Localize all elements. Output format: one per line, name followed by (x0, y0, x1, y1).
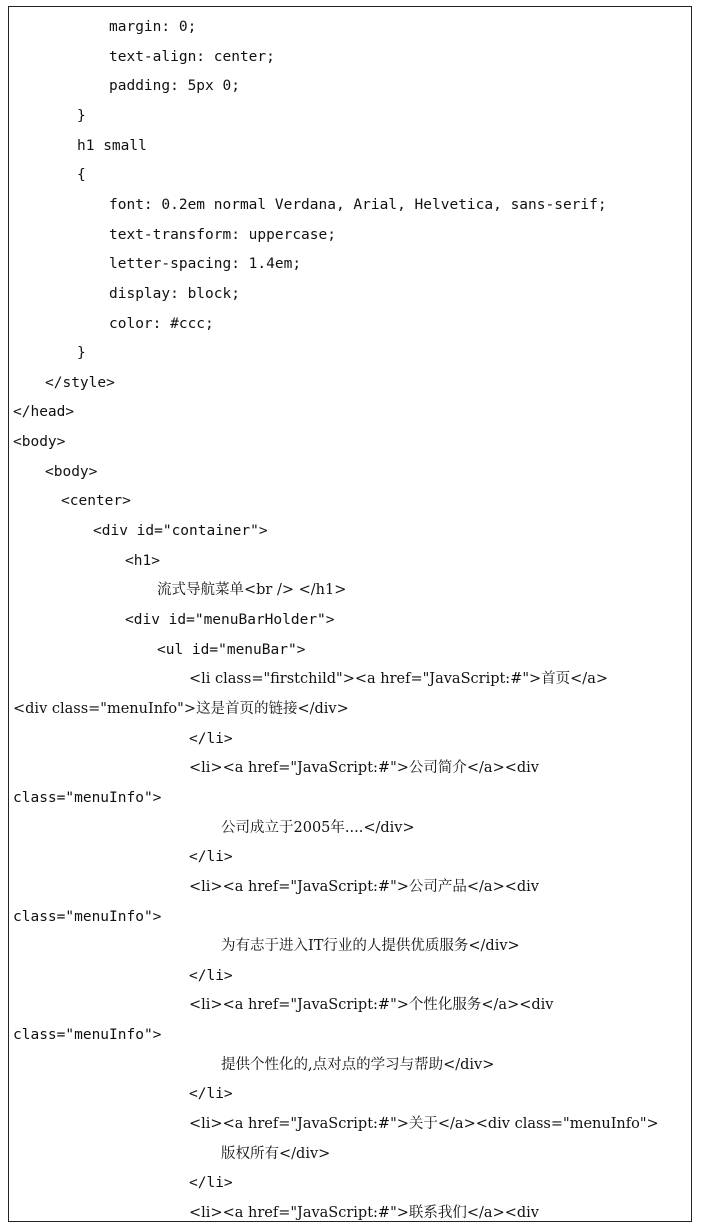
code-line: 提供个性化的,点对点的学习与帮助</div> (221, 1056, 495, 1073)
code-line: 公司成立于2005年....</div> (221, 819, 415, 836)
code-line: <ul id="menuBar"> (157, 641, 306, 658)
code-line: <div id="menuBarHolder"> (125, 612, 335, 628)
code-line: 版权所有</div> (221, 1145, 331, 1162)
code-line: padding: 5px 0; (109, 78, 240, 95)
code-line: { (77, 167, 86, 184)
code-line: </li> (189, 967, 233, 984)
code-line: <div id="container"> (93, 523, 268, 540)
code-line: </li> (189, 1175, 233, 1192)
code-line: color: #ccc; (109, 315, 214, 332)
code-line: <li class="firstchild"><a href="JavaScript:#">首页</a> (189, 671, 608, 688)
code-line: } (77, 345, 86, 362)
code-line: </li> (189, 1086, 233, 1103)
code-line: text-align: center; (109, 48, 275, 65)
code-line: letter-spacing: 1.4em; (109, 256, 302, 273)
code-line: <body> (45, 463, 98, 480)
code-line: text-transform: uppercase; (109, 226, 336, 243)
code-line: <div class="menuInfo">这是首页的链接</div> (13, 700, 349, 717)
code-line: <h1> (125, 552, 160, 569)
code-line: 为有志于进入IT行业的人提供优质服务</div> (221, 938, 520, 955)
code-line: <li><a href="JavaScript:#">关于</a><div class="menuInfo"> (189, 1116, 659, 1133)
code-line: margin: 0; (109, 19, 197, 35)
code-line: </head> (13, 404, 75, 421)
code-line: } (77, 107, 86, 124)
code-line: <li><a href="JavaScript:#">公司简介</a><div (189, 760, 539, 777)
code-line: 流式导航菜单<br /> </h1> (157, 582, 347, 599)
code-line: display: block; (109, 285, 240, 302)
code-line: </li> (189, 849, 233, 866)
code-line: <center> (61, 493, 131, 510)
code-line: </style> (45, 374, 115, 391)
code-line: <li><a href="JavaScript:#">公司产品</a><div (189, 878, 539, 895)
code-listing (8, 6, 692, 1222)
code-line: class="menuInfo"> (13, 1027, 162, 1044)
code-line: class="menuInfo"> (13, 789, 162, 806)
code-line: font: 0.2em normal Verdana, Arial, Helvetica, sans-serif; (109, 196, 607, 213)
code-line: h1 small (77, 137, 147, 154)
code-line: <li><a href="JavaScript:#">联系我们</a><div (189, 1205, 539, 1221)
code-line: </li> (189, 730, 233, 747)
code-line: <li><a href="JavaScript:#">个性化服务</a><div (189, 997, 554, 1014)
code-line: <body> (13, 434, 66, 451)
code-line: class="menuInfo"> (13, 908, 162, 925)
